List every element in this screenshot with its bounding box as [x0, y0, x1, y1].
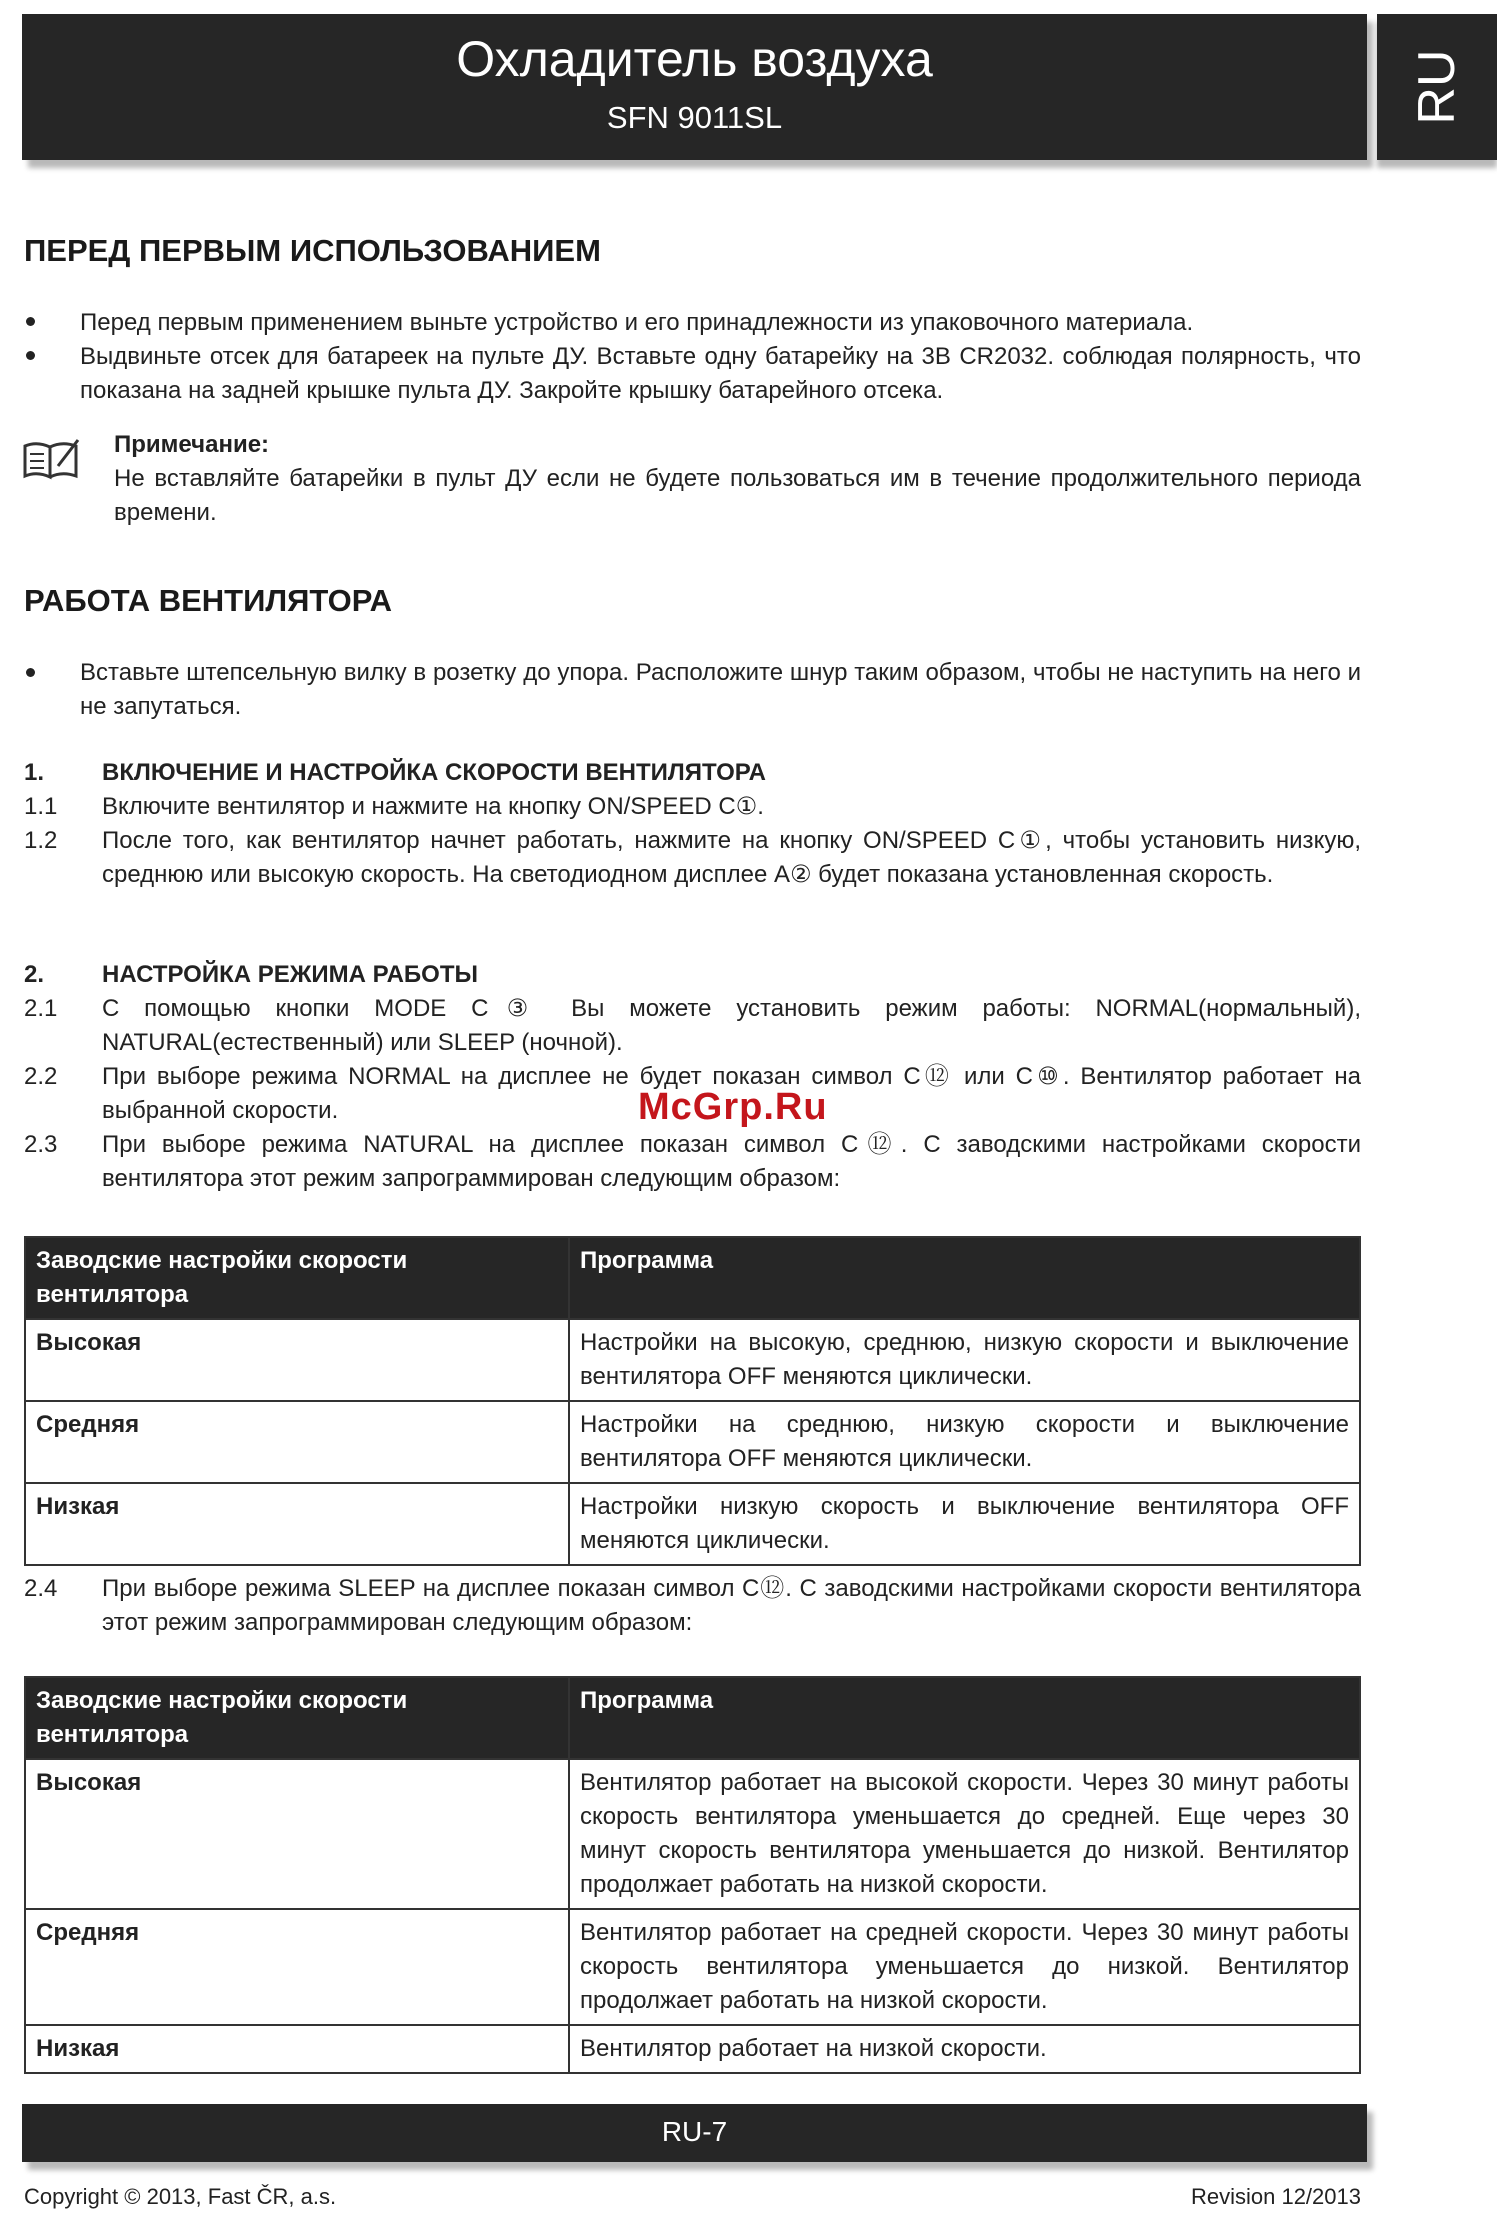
step-text: После того, как вентилятор начнет работать, нажмите на кнопку ON/SPEED C①, чтобы установить низкую, среднюю или высокую скорость. На светодиодном дисплее A② будет показана установленная скорость.: [102, 827, 1361, 888]
column-header-program: Программа: [569, 1237, 1360, 1319]
speed-cell: Высокая: [25, 1319, 569, 1401]
step-number: 1.2: [24, 827, 58, 854]
bullet-icon: [24, 668, 40, 684]
bullet-text: Выдвиньте отсек для батареек на пульте ДУ. Вставьте одну батарейку на 3В CR2032. соблюдая полярность, что показана на задней крышке пульта ДУ. Закройте крышку батарейного отсека.: [80, 343, 1361, 404]
item-number: 2.: [24, 961, 45, 988]
table-row: [25, 1909, 1360, 2025]
watermark: McGrp.Ru: [638, 1086, 828, 1128]
step-text: При выборе режима NORMAL на дисплее не будет показан символ C⑫ или C⑩. Вентилятор работает на выбранной скорости.: [102, 1063, 1361, 1124]
step-number: 2.2: [24, 1063, 58, 1090]
sleep-mode-table: [24, 1676, 1361, 2074]
document-title: Охладитель воздуха: [456, 31, 933, 87]
note-text: Не вставляйте батарейки в пульт ДУ если не будете пользоваться им в течение продолжительного периода времени.: [114, 465, 1361, 526]
table-row: [25, 1483, 1360, 1565]
step-text: При выборе режима NATURAL на дисплее показан символ C⑫. С заводскими настройками скорости вентилятора этот режим запрограммирован следующим образом:: [102, 1131, 1361, 1192]
language-label: RU: [1408, 49, 1466, 125]
program-cell: Вентилятор работает на низкой скорости.: [569, 2025, 1360, 2073]
bullet-icon: [24, 317, 40, 333]
item-title: НАСТРОЙКА РЕЖИМА РАБОТЫ: [102, 961, 478, 988]
speed-cell: Средняя: [25, 1401, 569, 1483]
note-title: Примечание:: [114, 431, 270, 458]
book-note-icon: [22, 436, 82, 482]
page-number: RU-7: [661, 2116, 728, 2147]
column-header-speed: Заводские настройки скорости вентилятора: [25, 1237, 569, 1319]
section-heading-fan-operation: РАБОТА ВЕНТИЛЯТОРА: [24, 583, 393, 618]
bullet-icon: [24, 351, 40, 367]
bullet-text: Перед первым применением выньте устройство и его принадлежности из упаковочного материала.: [80, 309, 1194, 336]
model-number: SFN 9011SL: [606, 100, 783, 135]
speed-cell: Средняя: [25, 1909, 569, 2025]
section-heading-before-use: ПЕРЕД ПЕРВЫМ ИСПОЛЬЗОВАНИЕМ: [24, 233, 601, 268]
copyright: Copyright © 2013, Fast ČR, a.s.: [24, 2184, 337, 2209]
program-cell: Настройки на среднюю, низкую скорости и выключение вентилятора OFF меняются циклически.: [569, 1401, 1360, 1483]
natural-mode-table: [24, 1236, 1361, 1566]
program-cell: Настройки низкую скорость и выключение вентилятора OFF меняются циклически.: [569, 1483, 1360, 1565]
step-number: 1.1: [24, 793, 58, 820]
revision: Revision 12/2013: [1190, 2184, 1361, 2209]
footer-bar: [22, 2104, 1367, 2162]
item-title: ВКЛЮЧЕНИЕ И НАСТРОЙКА СКОРОСТИ ВЕНТИЛЯТОРА: [102, 759, 766, 786]
table-row: [25, 1401, 1360, 1483]
header-bar: [22, 14, 1367, 160]
program-cell: Настройки на высокую, среднюю, низкую скорости и выключение вентилятора OFF меняются циклически.: [569, 1319, 1360, 1401]
table-row: [25, 2025, 1360, 2073]
step-number: 2.1: [24, 995, 58, 1022]
step-text: Включите вентилятор и нажмите на кнопку ON/SPEED C①.: [102, 793, 764, 820]
step-number: 2.4: [24, 1575, 58, 1602]
step-text: При выборе режима SLEEP на дисплее показан символ C⑫. С заводскими настройками скорости вентилятора этот режим запрограммирован следующим образом:: [102, 1575, 1361, 1636]
table-row: [25, 1759, 1360, 1909]
table-header-row: [25, 1677, 1360, 1759]
language-tab: [1377, 14, 1497, 160]
program-cell: Вентилятор работает на средней скорости. Через 30 минут работы скорость вентилятора уменьшается до низкой. Вентилятор продолжает работать на низкой скорости.: [569, 1909, 1360, 2025]
item-number: 1.: [24, 759, 45, 786]
speed-cell: Высокая: [25, 1759, 569, 1909]
table-row: [25, 1319, 1360, 1401]
speed-cell: Низкая: [25, 1483, 569, 1565]
table-header-row: [25, 1237, 1360, 1319]
step-number: 2.3: [24, 1131, 58, 1158]
column-header-program: Программа: [569, 1677, 1360, 1759]
program-cell: Вентилятор работает на высокой скорости. Через 30 минут работы скорость вентилятора уменьшается до средней. Еще через 30 минут скорость вентилятора уменьшается до низкой. Вентилятор продолжает работать на низкой скорости.: [569, 1759, 1360, 1909]
bullet-text: Вставьте штепсельную вилку в розетку до упора. Расположите шнур таким образом, чтобы не наступить на него и не запутаться.: [80, 659, 1361, 720]
step-text: С помощью кнопки MODE C③ Вы можете установить режим работы: NORMAL(нормальный), NATURAL(естественный) или SLEEP (ночной).: [102, 995, 1361, 1056]
column-header-speed: Заводские настройки скорости вентилятора: [25, 1677, 569, 1759]
speed-cell: Низкая: [25, 2025, 569, 2073]
